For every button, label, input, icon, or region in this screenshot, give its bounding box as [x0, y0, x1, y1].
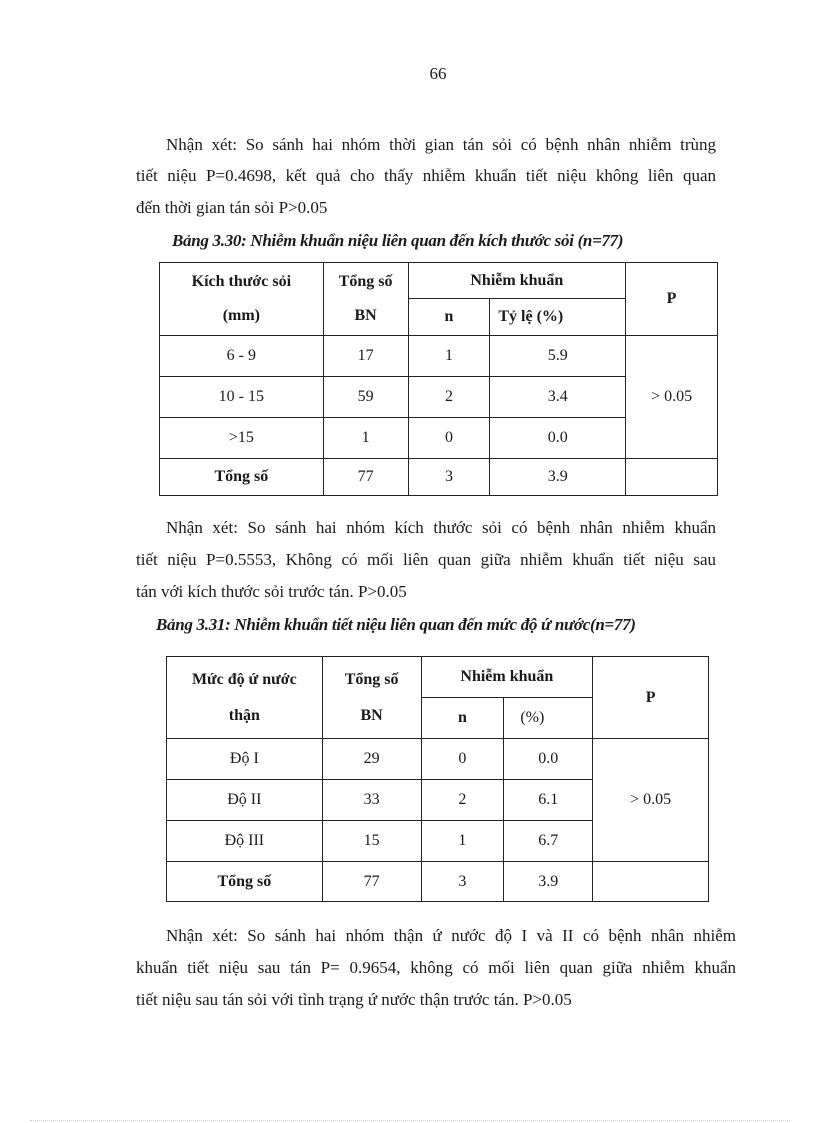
table-cell: 6 - 9 [160, 336, 324, 377]
table-cell: 3.9 [490, 459, 626, 496]
table-cell: 1 [408, 336, 490, 377]
table-cell: 77 [323, 459, 408, 496]
header-cell [322, 657, 421, 739]
paragraph-line: Nhận xét: So sánh hai nhóm thời gian tán sỏi có bệnh nhân nhiễm trùng [166, 135, 716, 154]
data-table-hydronephrosis [166, 656, 709, 902]
table-cell: Tổng số [160, 459, 324, 496]
paragraph-line: tiết niệu sau tán sỏi với tình trạng ứ nước thận trước tán. P>0.05 [136, 990, 572, 1009]
table-cell: 0 [408, 418, 490, 459]
table-cell: 5.9 [490, 336, 626, 377]
paragraph-line: Nhận xét: So sánh hai nhóm thận ứ nước độ I và II có bệnh nhân nhiễm [166, 926, 736, 945]
table-row [160, 336, 718, 377]
table-cell: 3.4 [490, 377, 626, 418]
paragraph-line: khuẩn tiết niệu sau tán P= 0.9654, không có mối liên quan giữa nhiễm khuẩn [136, 958, 736, 977]
header-cell [323, 263, 408, 336]
paragraph-line: đến thời gian tán sỏi P>0.05 [136, 198, 328, 217]
table-row [167, 739, 709, 780]
table-cell: 10 - 15 [160, 377, 324, 418]
table-cell: Tổng số [167, 862, 323, 902]
p-value-cell: > 0.05 [593, 739, 709, 862]
table-cell: 29 [322, 739, 421, 780]
paragraph-line: tiết niệu P=0.4698, kết quả cho thấy nhiễm khuẩn tiết niệu không liên quan [136, 166, 716, 185]
table-cell: 77 [322, 862, 421, 902]
table-cell: 6.7 [504, 821, 593, 862]
paragraph-line: Nhận xét: So sánh hai nhóm kích thước sỏi có bệnh nhân nhiễm khuẩn [166, 518, 716, 537]
header-text: BN [360, 706, 383, 724]
table-total-row [160, 459, 718, 496]
header-subcell: Tỷ lệ (%) [490, 299, 626, 336]
table-cell: 0.0 [490, 418, 626, 459]
data-table-stone-size [159, 262, 718, 496]
header-cell-p: P [593, 657, 709, 739]
header-cell-p: P [626, 263, 718, 336]
table-cell: 3.9 [504, 862, 593, 902]
table-cell: Độ II [167, 780, 323, 821]
header-cell [167, 657, 323, 739]
table-caption: Bảng 3.30: Nhiễm khuẩn niệu liên quan đến kích thước sỏi (n=77) [172, 231, 624, 250]
table-cell: 1 [323, 418, 408, 459]
header-text: Tổng số [338, 273, 393, 290]
page-number: 66 [429, 64, 447, 83]
header-cell [160, 263, 324, 336]
table-cell: 59 [323, 377, 408, 418]
table-cell: 15 [322, 821, 421, 862]
table-cell [626, 459, 718, 496]
header-subcell: n [421, 698, 504, 739]
header-text: (mm) [222, 307, 260, 324]
p-value-cell: > 0.05 [626, 336, 718, 459]
table-caption: Bảng 3.31: Nhiễm khuẩn tiết niệu liên quan đến mức độ ứ nước(n=77) [156, 615, 636, 634]
header-subcell: (%) [504, 698, 593, 739]
header-subcell: n [408, 299, 490, 336]
table-cell: 1 [421, 821, 504, 862]
header-group-cell: Nhiễm khuẩn [408, 263, 626, 299]
table-cell: 3 [421, 862, 504, 902]
table-cell: 17 [323, 336, 408, 377]
paragraph-line: tán với kích thước sỏi trước tán. P>0.05 [136, 582, 407, 601]
header-text: BN [354, 307, 377, 324]
footer-divider [30, 1120, 790, 1121]
table-cell: 0 [421, 739, 504, 780]
paragraph-line: tiết niệu P=0.5553, Không có mối liên quan giữa nhiễm khuẩn tiết niệu sau [136, 550, 716, 569]
table-cell: Độ I [167, 739, 323, 780]
table-cell: 2 [408, 377, 490, 418]
header-text: Tổng số [344, 670, 399, 688]
table-cell: 3 [408, 459, 490, 496]
table-total-row [167, 862, 709, 902]
table-cell: 2 [421, 780, 504, 821]
header-text: Mức độ ứ nước [191, 670, 297, 688]
table-cell: 0.0 [504, 739, 593, 780]
header-text: thận [228, 706, 260, 724]
table-cell: Độ III [167, 821, 323, 862]
table-cell: >15 [160, 418, 324, 459]
header-text: Kích thước sỏi [191, 273, 292, 290]
table-cell [593, 862, 709, 902]
header-group-cell: Nhiễm khuẩn [421, 657, 593, 698]
table-cell: 33 [322, 780, 421, 821]
table-cell: 6.1 [504, 780, 593, 821]
